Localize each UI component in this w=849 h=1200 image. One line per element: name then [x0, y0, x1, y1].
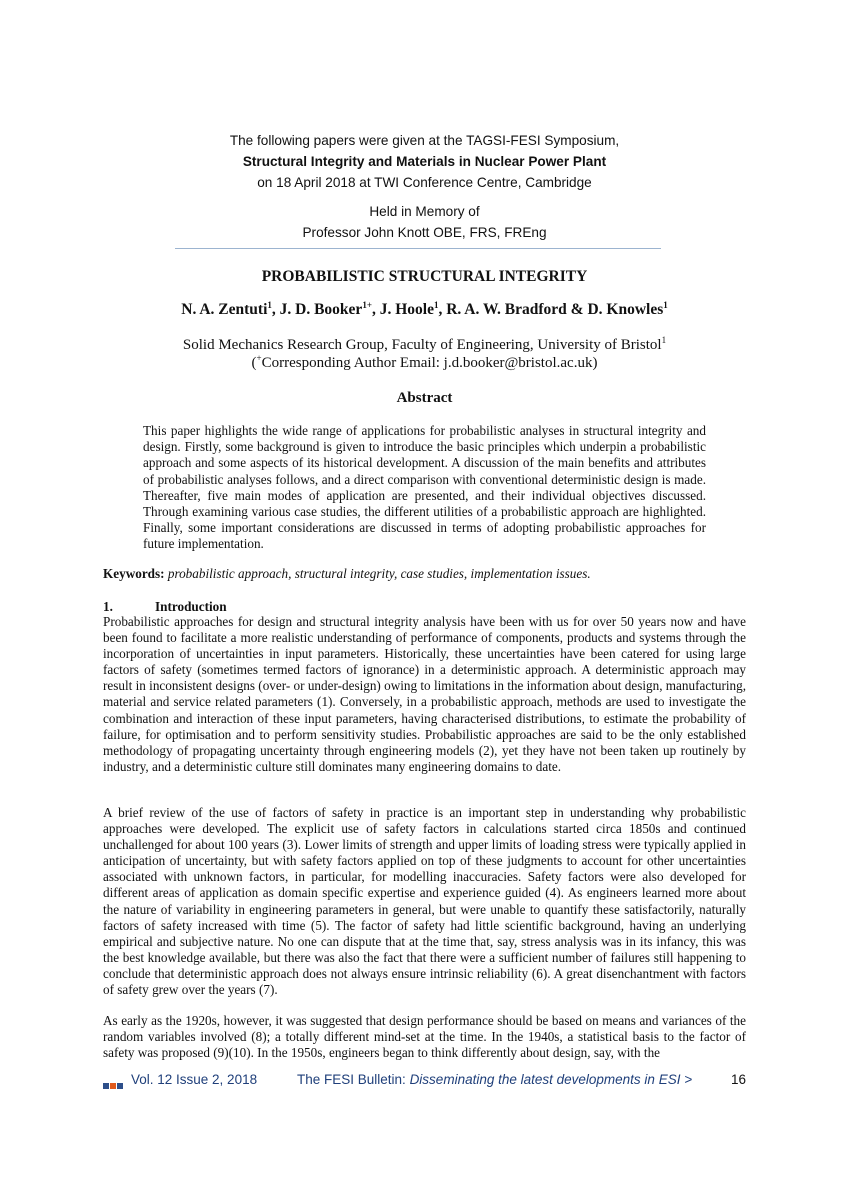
header-divider — [175, 248, 661, 249]
footer-tagline: Disseminating the latest developments in ESI > — [409, 1072, 693, 1087]
author-affil-mark: 1 — [663, 299, 668, 310]
keywords — [103, 566, 753, 582]
page-number: 16 — [731, 1072, 747, 1087]
body-paragraph: A brief review of the use of factors of safety in practice is an important step in understanding why probabilistic approaches were developed. The explicit use of safety factors in calculations started circa 1850s and continued unchallenged for about 100 years (3). Lower limits of strength and upper limits of loading stress were typically applied in anticipation of uncertainty, but with safety factors applied on top of these judgments to account for other uncertainties associated with unknown factors, in particular, for modelling inaccuracies. Safety factors were also developed for different areas of application as domain specific expertise and experience guided (4). As engineers learned more about the nature of variability in engineering parameters in general, but were unable to quantify these satisfactorily, naturally factors of safety increased with time (5). The factor of safety had little scientific background, having an underlying empirical and subjective nature. No one can dispute that at the time that, say, stress analysis was in its infancy, this was the best knowledge available, but there was also the fact that there were a sufficient number of failures still happening to conclude that deterministic approach does not always ensure intrinsic reliability (6). A great disenchantment with factors of safety grew over the years (7). — [103, 805, 746, 998]
author-affil-mark: 1 — [267, 299, 272, 310]
header-line-1: The following papers were given at the TAGSI-FESI Symposium, — [229, 133, 620, 148]
author-list — [0, 301, 849, 319]
corresponding-mark: + — [256, 353, 262, 363]
square-icon — [110, 1083, 116, 1089]
author-separator: , — [438, 301, 447, 318]
footer-squares-icon — [103, 1077, 124, 1092]
section-title: Introduction — [155, 599, 227, 614]
header-honoree: Professor John Knott OBE, FRS, FREng — [302, 225, 547, 240]
header-symposium-title: Structural Integrity and Materials in Nuclear Power Plant — [242, 154, 607, 169]
affiliation-block: Solid Mechanics Research Group, Faculty of Engineering, University of Bristol$^1$ (+Corresponding Author Email: j.d.booker@bristol.ac.uk) — [182, 335, 667, 371]
author-affil-mark: 1 — [433, 299, 439, 310]
paper-title: PROBABILISTIC STRUCTURAL INTEGRITY — [261, 268, 588, 285]
abstract-heading: Abstract — [396, 390, 453, 406]
author-affil-mark: 1+ — [362, 299, 372, 310]
section-heading — [103, 599, 227, 615]
footer-publication-name: The FESI Bulletin: — [297, 1072, 410, 1087]
section-number: 1. — [103, 599, 113, 614]
header-memory-line: Held in Memory of — [369, 204, 480, 219]
keywords-label: Keywords: — [103, 566, 165, 581]
author-name: N. A. Zentuti — [181, 301, 268, 318]
keywords-text: probabilistic approach, structural integrity, case studies, implementation issues. — [167, 566, 591, 581]
header-line-3: on 18 April 2018 at TWI Conference Centre, Cambridge — [257, 175, 592, 190]
abstract-body: This paper highlights the wide range of applications for probabilistic analyses in structural integrity and design. Firstly, some background is given to introduce the basic principles which underpin a probabilistic approach and some aspects of its historical development. A discussion of the main benefits and attributes of probabilistic analyses follows, and a direct comparison with conventional deterministic design is made. Thereafter, five main modes of application are presented, and their individual objectives discussed. Through examining various case studies, the different utilities of a probabilistic approach are highlighted. Finally, some important considerations are discussed in terms of adopting probabilistic approaches for future implementation. — [143, 423, 706, 552]
body-paragraph: Probabilistic approaches for design and structural integrity analysis have been with us for over 50 years now and have been found to facilitate a more realistic understanding of performance of components, products and systems through the incorporation of uncertainties in input parameters. Historically, these uncertainties have been catered for using large factors of safety (sometimes termed factors of ignorance) in a deterministic approach. A deterministic approach may result in inconsistent designs (over- or under-design) owing to limitations in the information about design, manufacturing, material and service related parameters (1). Conversely, in a probabilistic approach, methods are used to investigate the combination and interaction of these input parameters, having characterised distributions, to estimate the probability of failure, for optimisation and to perform sensitivity studies. Probabilistic approaches are said to be the only established methodology of propagating uncertainty through engineering models (2), yet they have not been taken up routinely by industry, and a deterministic culture still dominates many engineering domains to date. — [103, 614, 746, 774]
square-icon — [103, 1083, 109, 1089]
corresponding-email: Corresponding Author Email: j.d.booker@bristol.ac.uk — [261, 355, 593, 371]
symposium-header — [0, 130, 849, 243]
author-separator: , — [371, 301, 380, 318]
footer-volume: Vol. 12 Issue 2, 2018 — [131, 1072, 258, 1087]
author-name: J. D. Booker — [279, 301, 363, 318]
author-name: J. Hoole — [379, 301, 434, 318]
square-icon — [117, 1083, 123, 1089]
author-separator: , — [271, 301, 280, 318]
author-name: R. A. W. Bradford & D. Knowles — [446, 301, 664, 318]
page-footer — [103, 1072, 753, 1092]
affiliation-text: Solid Mechanics Research Group, Faculty of Engineering, University of Bristol — [182, 337, 662, 353]
affiliation-mark: 1 — [661, 335, 667, 345]
body-paragraph: As early as the 1920s, however, it was suggested that design performance should be based on means and variances of the random variables involved (8); a totally different mind-set at the time. In the 1940s, a statistical basis to the factor of safety was proposed (9)(10). In the 1950s, engineers began to think differently about design, say, with the — [103, 1013, 746, 1061]
footer-publication — [297, 1072, 692, 1087]
